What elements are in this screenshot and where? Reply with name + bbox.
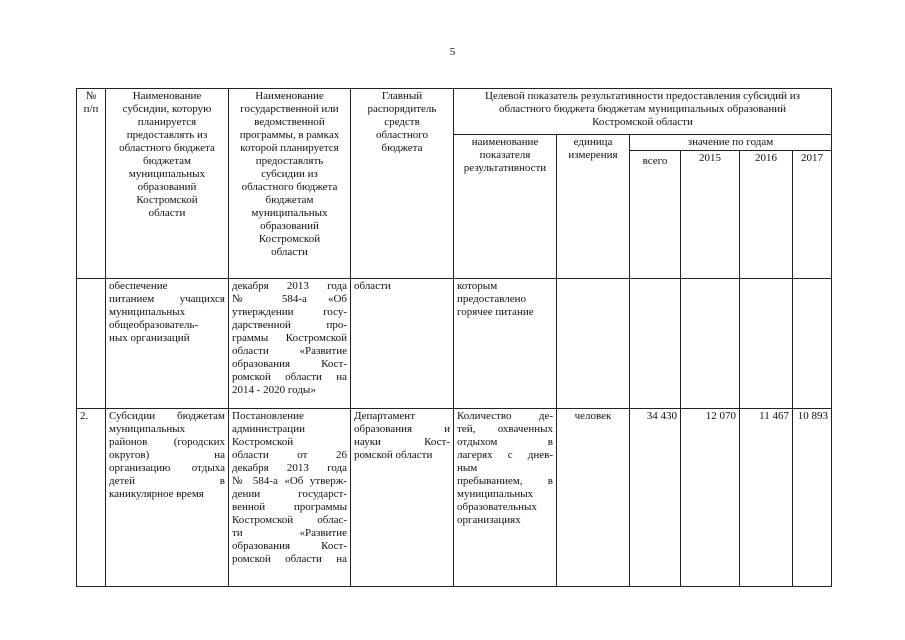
header-line: субсидии из bbox=[261, 168, 318, 180]
header-line: муниципальных bbox=[128, 168, 206, 180]
header-line: бюджета bbox=[381, 142, 423, 154]
row-2016: 11 467 bbox=[740, 409, 793, 587]
header-line: Целевой показатель результативности предоставления субсидий из bbox=[485, 90, 800, 102]
cell-text-line: ромской области на bbox=[232, 553, 347, 565]
header-num-line: п/п bbox=[83, 103, 99, 115]
header-line: наименование bbox=[471, 136, 539, 148]
cell-text-line: дарственной про- bbox=[232, 319, 347, 331]
row-num bbox=[77, 279, 106, 409]
header-line: Костромской bbox=[258, 233, 321, 245]
row-manager-cell bbox=[351, 409, 454, 587]
cell-text-line: каникулярное время bbox=[109, 488, 204, 500]
row-manager-text bbox=[354, 280, 450, 293]
row-2017 bbox=[793, 279, 832, 409]
table-row bbox=[77, 409, 832, 587]
row-program-text bbox=[232, 410, 347, 566]
header-line: измерения bbox=[568, 149, 618, 161]
cell-text-line: лагерях с днев- bbox=[457, 449, 553, 461]
row-indicator-cell bbox=[454, 279, 557, 409]
row-indicator-text bbox=[457, 410, 553, 527]
row-subsidy-cell bbox=[106, 409, 229, 587]
header-line: Главный bbox=[381, 90, 423, 102]
row-num: 2. bbox=[77, 409, 106, 587]
header-year-2015: 2015 bbox=[681, 151, 740, 279]
cell-text-line: организациях bbox=[457, 514, 521, 526]
header-line: государственной или bbox=[240, 103, 339, 115]
header-line: единица bbox=[573, 136, 613, 148]
cell-text-line: округов) на bbox=[109, 449, 225, 461]
header-line: планируется bbox=[137, 116, 197, 128]
row-program-cell bbox=[229, 279, 351, 409]
header-line: области bbox=[271, 246, 308, 258]
cell-text-line: № 584-а «Об bbox=[232, 293, 347, 305]
cell-text-line: утверждении госу- bbox=[232, 306, 347, 318]
cell-text-line: науки Кост- bbox=[354, 436, 450, 448]
cell-text-line: Костромской облас- bbox=[232, 514, 347, 526]
header-line: показателя bbox=[479, 149, 531, 161]
header-line: предоставлять из bbox=[126, 129, 208, 141]
row-total: 34 430 bbox=[630, 409, 681, 587]
row-2017: 10 893 bbox=[793, 409, 832, 587]
cell-text-line: образования Кост- bbox=[232, 358, 347, 370]
cell-text-line: горячее питание bbox=[457, 306, 534, 318]
row-unit bbox=[557, 279, 630, 409]
row-subsidy-cell bbox=[106, 279, 229, 409]
cell-text-line: области «Развитие bbox=[232, 345, 347, 357]
cell-text-line: тей, охваченных bbox=[457, 423, 553, 435]
cell-text-line: декабря 2013 года bbox=[232, 462, 347, 474]
header-line: образований bbox=[137, 181, 197, 193]
row-indicator-text bbox=[457, 280, 553, 319]
cell-text-line: которым bbox=[457, 280, 498, 292]
header-line: областного бюджета бюджетам муниципальных образований bbox=[499, 103, 787, 115]
header-unit bbox=[557, 135, 630, 279]
cell-text-line: администрации bbox=[232, 423, 305, 435]
row-program-cell bbox=[229, 409, 351, 587]
header-line: областного бюджета bbox=[119, 142, 215, 154]
header-line: которой планируется bbox=[240, 142, 339, 154]
cell-text-line: венной программы bbox=[232, 501, 347, 513]
row-unit: человек bbox=[557, 409, 630, 587]
row-indicator-cell bbox=[454, 409, 557, 587]
cell-text-line: ромской области bbox=[354, 449, 433, 461]
cell-text-line: пребыванием, в bbox=[457, 475, 553, 487]
row-total bbox=[630, 279, 681, 409]
cell-text-line: муниципальных bbox=[109, 423, 186, 435]
cell-text-line: области bbox=[354, 280, 391, 292]
header-line: программы, в рамках bbox=[239, 129, 340, 141]
cell-text-line: предоставлено bbox=[457, 293, 527, 305]
cell-text-line: 2014 - 2020 годы» bbox=[232, 384, 316, 396]
cell-text-line: муниципальных bbox=[457, 488, 534, 500]
cell-text-line: образования и bbox=[354, 423, 450, 435]
header-line: областного bbox=[375, 129, 428, 141]
row-program-text bbox=[232, 280, 347, 397]
header-manager bbox=[351, 89, 454, 279]
page-number: 5 bbox=[449, 46, 456, 58]
header-line: областного бюджета bbox=[241, 181, 338, 193]
cell-text-line: детей в bbox=[109, 475, 225, 487]
header-line: субсидии, которую bbox=[122, 103, 212, 115]
header-line: Костромской области bbox=[592, 116, 693, 128]
header-line: Наименование bbox=[255, 90, 324, 102]
cell-text-line: образовательных bbox=[457, 501, 537, 513]
header-year-2017: 2017 bbox=[793, 151, 832, 279]
cell-text-line: декабря 2013 года bbox=[232, 280, 347, 292]
header-line: средств bbox=[384, 116, 420, 128]
cell-text-line: граммы Костромской bbox=[232, 332, 347, 344]
cell-text-line: районов (городских bbox=[109, 436, 225, 448]
cell-text-line: организацию отдыха bbox=[109, 462, 225, 474]
header-program-name bbox=[229, 89, 351, 279]
header-subsidy-name bbox=[106, 89, 229, 279]
header-line: Наименование bbox=[132, 90, 202, 102]
header-line: образований bbox=[260, 220, 319, 232]
cell-text-line: ти «Развитие bbox=[232, 527, 347, 539]
cell-text-line: Количество де- bbox=[457, 410, 553, 422]
row-2015 bbox=[681, 279, 740, 409]
header-num bbox=[77, 89, 106, 279]
header-line: ведомственной bbox=[254, 116, 325, 128]
cell-text-line: дении государст- bbox=[232, 488, 347, 500]
cell-text-line: образования Кост- bbox=[232, 540, 347, 552]
header-line: области bbox=[148, 207, 186, 219]
header-line: распорядитель bbox=[367, 103, 437, 115]
header-values-by-year: значение по годам bbox=[630, 135, 832, 151]
cell-text-line: ромской области на bbox=[232, 371, 347, 383]
table-row bbox=[77, 279, 832, 409]
cell-text-line: № 584-а «Об утверж- bbox=[232, 475, 347, 487]
cell-text-line: области от 26 bbox=[232, 449, 347, 461]
cell-text-line: Субсидии бюджетам bbox=[109, 410, 225, 422]
row-manager-cell bbox=[351, 279, 454, 409]
header-indicator-name bbox=[454, 135, 557, 279]
header-total: всего bbox=[630, 151, 681, 279]
cell-text-line: ным bbox=[457, 462, 478, 474]
header-line: результативности bbox=[463, 162, 547, 174]
header-row-1 bbox=[77, 89, 832, 135]
row-subsidy-text bbox=[109, 280, 225, 345]
row-2016 bbox=[740, 279, 793, 409]
cell-text-line: Костромской bbox=[232, 436, 294, 448]
header-line: муниципальных bbox=[251, 207, 328, 219]
cell-text-line: ных организаций bbox=[109, 332, 190, 344]
header-num-line: № bbox=[85, 90, 97, 102]
cell-text-line: питанием учащихся bbox=[109, 293, 225, 305]
header-line: Костромской bbox=[136, 194, 198, 206]
row-manager-text bbox=[354, 410, 450, 462]
subsidy-table bbox=[76, 88, 832, 587]
header-line: бюджетам bbox=[265, 194, 314, 206]
header-line: бюджетам bbox=[143, 155, 191, 167]
row-subsidy-text bbox=[109, 410, 225, 501]
cell-text-line: муниципальных bbox=[109, 306, 186, 318]
header-line: предоставлять bbox=[255, 155, 324, 167]
row-2015: 12 070 bbox=[681, 409, 740, 587]
header-year-2016: 2016 bbox=[740, 151, 793, 279]
header-target-indicator bbox=[454, 89, 832, 135]
cell-text-line: Постановление bbox=[232, 410, 304, 422]
cell-text-line: Департамент bbox=[354, 410, 416, 422]
cell-text-line: общеобразователь- bbox=[109, 319, 199, 331]
cell-text-line: отдыхом в bbox=[457, 436, 553, 448]
cell-text-line: обеспечение bbox=[109, 280, 168, 292]
